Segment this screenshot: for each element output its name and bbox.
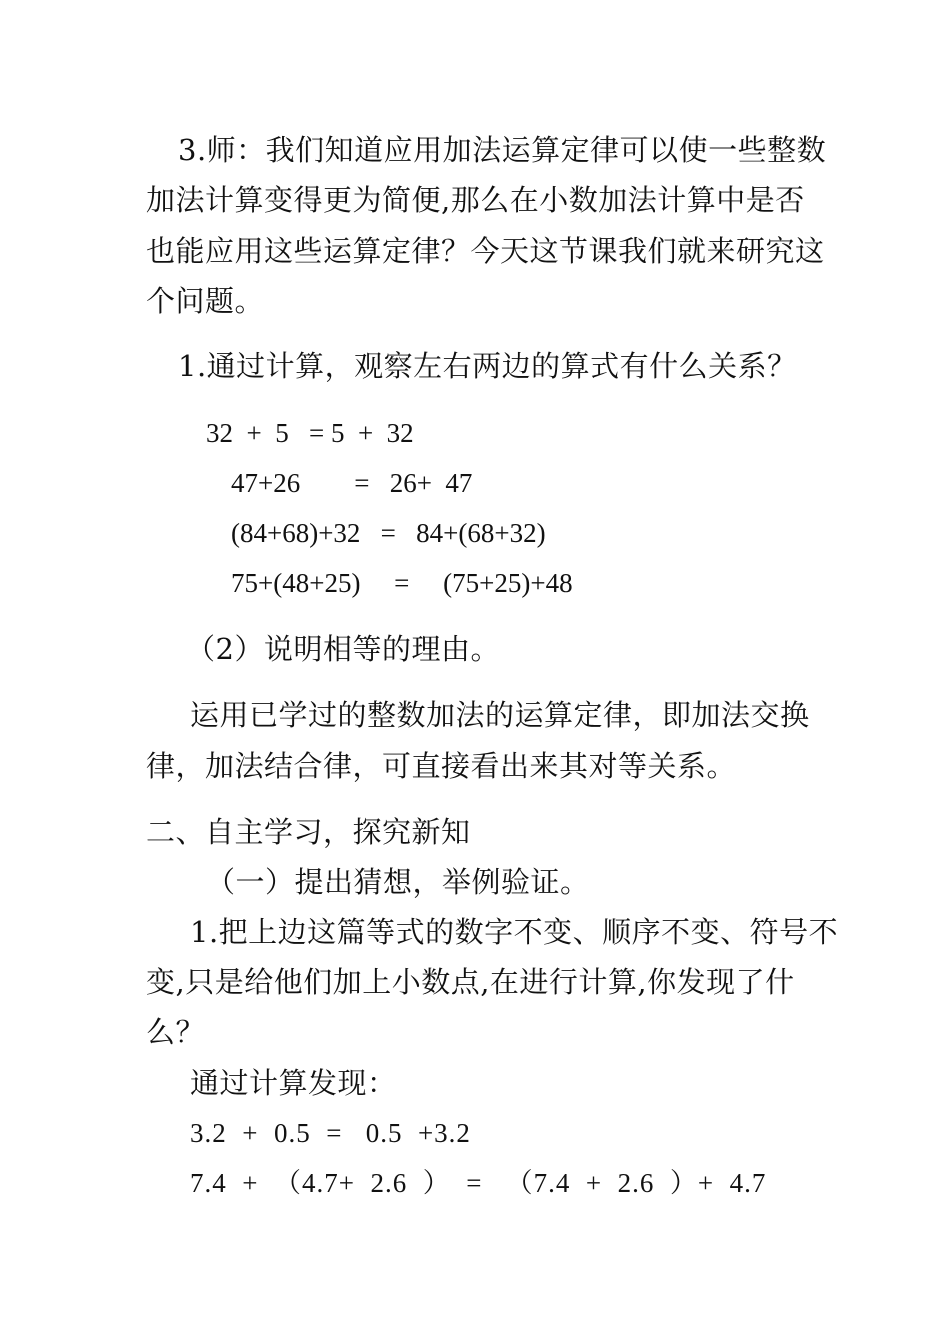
equation-int-4: 75+(48+25) = (75+25)+48	[231, 568, 573, 598]
intro-line-3: 也能应用这些运算定律？今天这节课我们就来研究这	[146, 234, 825, 268]
equation-int-1: 32 + 5 = 5 + 32	[206, 418, 414, 448]
task-1-line-3: 么？	[146, 1015, 206, 1049]
equation-int-3: (84+68)+32 = 84+(68+32)	[231, 518, 546, 548]
task-1-line-1: 1.把上边这篇等式的数字不变、顺序不变、符号不	[190, 915, 839, 949]
equation-int-2: 47+26 = 26+ 47	[231, 468, 473, 498]
question-2: （2）说明相等的理由。	[186, 632, 500, 666]
equation-dec-1: 3.2 + 0.5 = 0.5 +3.2	[190, 1118, 471, 1148]
intro-line-4: 个问题。	[146, 284, 265, 318]
section-2-heading: 二、自主学习，探究新知	[146, 815, 471, 849]
reason-line-1: 运用已学过的整数加法的运算定律，即加法交换	[190, 698, 810, 732]
finding-label: 通过计算发现：	[190, 1066, 397, 1100]
task-1-line-2: 变,只是给他们加上小数点,在进行计算,你发现了什	[146, 965, 795, 999]
reason-line-2: 律，加法结合律，可直接看出来其对等关系。	[146, 749, 737, 783]
intro-line-1: 3.师：我们知道应用加法运算定律可以使一些整数	[178, 133, 827, 167]
subsection-1-heading: （一）提出猜想，举例验证。	[206, 865, 590, 899]
equation-dec-2: 7.4 + （4.7+ 2.6 ） = （7.4 + 2.6 ）+ 4.7	[190, 1168, 767, 1198]
intro-line-2: 加法计算变得更为简便,那么在小数加法计算中是否	[146, 183, 805, 217]
question-1: 1.通过计算，观察左右两边的算式有什么关系？	[178, 349, 797, 383]
